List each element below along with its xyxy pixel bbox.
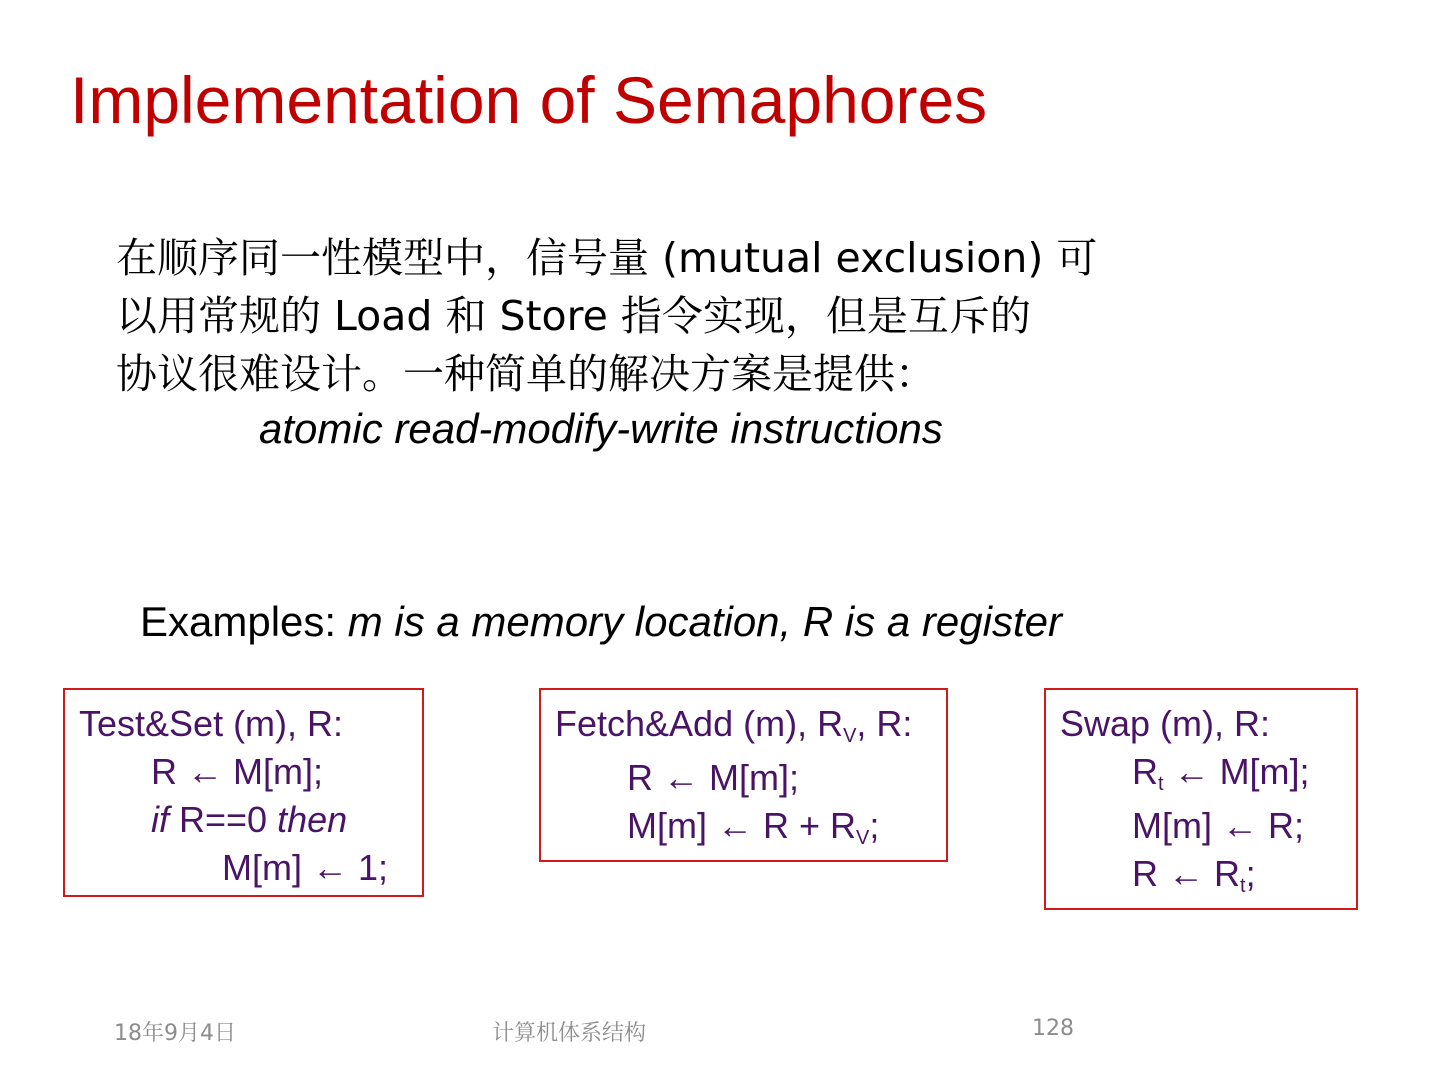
body-italic-line: atomic read-modify-write instructions	[259, 405, 943, 452]
fetch-add-line-1: R ← M[m];	[627, 757, 799, 798]
examples-line	[140, 598, 1062, 646]
swap-line-3-sub: t	[1240, 875, 1246, 897]
examples-description: m is a memory location, R is a register	[347, 598, 1062, 645]
examples-label: Examples:	[140, 598, 348, 645]
body-paragraph	[116, 229, 1256, 455]
body-line-3: 协议很难设计。一种简单的解决方案是提供：	[116, 350, 936, 398]
fetch-add-header-sub: V	[843, 725, 857, 747]
fetch-add-box	[539, 688, 948, 862]
footer-page-number: 128	[1032, 1016, 1074, 1041]
swap-box	[1044, 688, 1358, 910]
swap-line-1-suffix: ← M[m];	[1163, 751, 1310, 792]
test-set-box	[63, 688, 424, 897]
swap-line-3-suffix: ;	[1245, 853, 1256, 894]
swap-line-3	[1132, 853, 1256, 897]
footer-course: 计算机体系结构	[492, 1021, 647, 1046]
body-line-1: 在顺序同一性模型中，信号量 (mutual exclusion) 可	[116, 234, 1098, 282]
swap-header: Swap (m), R:	[1060, 703, 1271, 744]
fetch-add-header	[555, 703, 913, 747]
test-set-header: Test&Set (m), R:	[79, 703, 344, 744]
swap-line-1	[1132, 751, 1310, 795]
body-line-2: 以用常规的 Load 和 Store 指令实现，但是互斥的	[116, 292, 1031, 340]
test-set-line-1: R ← M[m];	[151, 751, 323, 792]
test-set-condition: R==0	[169, 799, 278, 840]
test-set-line-3: M[m] ← 1;	[222, 847, 389, 888]
then-keyword: then	[277, 799, 348, 840]
fetch-add-header-suffix: , R:	[856, 703, 913, 744]
swap-line-1-sub: t	[1158, 773, 1164, 795]
if-keyword: if	[151, 799, 169, 840]
swap-line-1-prefix: R	[1132, 751, 1158, 792]
swap-line-3-prefix: R ← R	[1132, 853, 1240, 894]
fetch-add-line-2-prefix: M[m] ← R + R	[627, 805, 857, 846]
test-set-line-2	[151, 800, 347, 840]
footer-date: 18年9月4日	[114, 1021, 236, 1046]
swap-line-2: M[m] ← R;	[1132, 805, 1304, 846]
fetch-add-line-2	[627, 805, 880, 849]
fetch-add-line-2-sub: V	[856, 827, 870, 849]
slide-title: Implementation of Semaphores	[70, 63, 988, 137]
fetch-add-header-prefix: Fetch&Add (m), R	[555, 703, 844, 744]
fetch-add-line-2-suffix: ;	[869, 805, 880, 846]
